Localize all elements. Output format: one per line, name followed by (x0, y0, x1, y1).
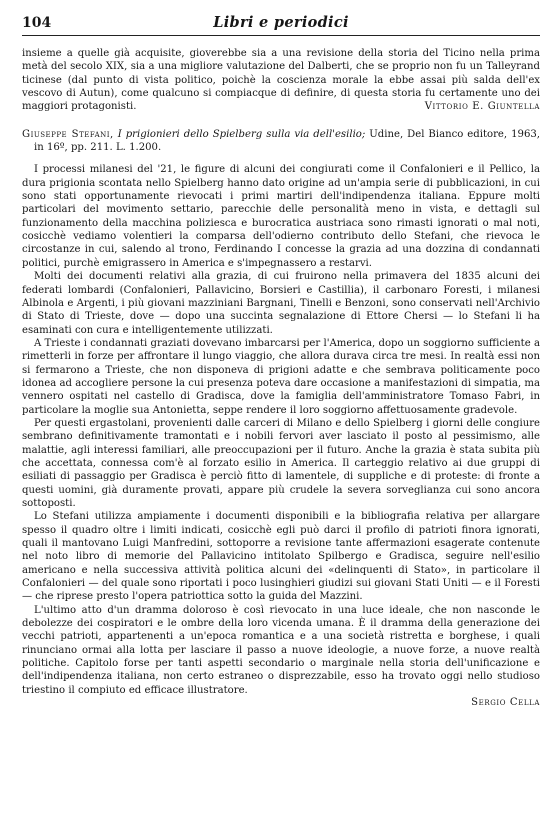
review2-paragraph: L'ultimo atto d'un dramma doloroso è così rievocato in una luce ideale, che non nasconde le debolezze dei cospiratori e le ombre della loro vicenda umana. È il dramma della generazione dei vecchi patrioti, appartenenti a un'epoca romantica e a una società ristretta e borghese, i quali rinunciano ormai alla lotta per lasciare il passo a nuove ideologie, a nuove forze, a nuove realtà politiche. Capitolo forse per tanti aspetti secondario o marginale nella storia dell'unificazione e dell'indipendenza italiana, non certo estraneo o disprezzabile, esso ha trovato oggi nello studioso triestino il compiuto ed efficace illustratore. (22, 604, 540, 696)
section-gap (22, 112, 540, 128)
review2-paragraph: Lo Stefani utilizza ampiamente i documenti disponibili e la bibliografia relativa per allargare spesso il quadro oltre i limiti indicati, cosicchè egli può darci il profilo di patrioti finora ignorati, quali il mantovano Luigi Manfredini, sottoporre a revisione tante affermazioni esagerate contenute nel noto libro di memorie del Pallavicino intitolato Spilbergo e Gradisca, seguire nell'esilio americano e nella successiva attività politica alcuni dei «delinquenti di Stato», in particolare il Confalonieri — del quale sono riportati i poco lusinghieri giudizi sui giovani Stati Uniti — e il Foresti — che riprese presto l'opera patriottica sotto la guida del Mazzini. (22, 511, 540, 603)
page-number: 104 (22, 15, 52, 31)
review2-paragraph: A Trieste i condannati graziati dovevano imbarcarsi per l'America, dopo un soggiorno sufficiente a rimetterli in forze per affrontare il lungo viaggio, che allora durava circa tre mesi. In realtà essi non si fermarono a Trieste, che non disponeva di prigioni adatte e che sembrava politicamente poco idonea ad accogliere persone la cui presenza poteva dare occasione a manifestazioni di simpatia, ma vennero ospitati nel castello di Gradisca, dove la famiglia dell'amministratore Tomaso Fabri, in particolare la moglie sua Antonietta, seppe rendere il loro soggiorno affettuosamente gradevole. (22, 337, 540, 416)
document-page (22, 14, 540, 708)
running-header (22, 14, 540, 36)
book-author: Giuseppe Stefani, (22, 128, 114, 140)
review1-signature: Vittorio E. Giuntella (424, 100, 540, 112)
book-title: I prigionieri dello Spielberg sulla via dell'esilio; (117, 128, 366, 140)
review2-paragraph: I processi milanesi del '21, le figure di alcuni dei congiurati come il Confalonieri e il Pellico, la dura prigionia scontata nello Spielberg hanno dato origine ad un'ampia serie di pubblicazioni, in cui sono stati opportunamente rievocati i primi martiri dell'indipendenza italiana. Eppure molti particolari del movimento settario, parecchie delle personalità meno in vista, e dettagli sul funzionamento della macchina poliziesca e burocratica austriaca sono rimasti ignorati o mal noti, cosicchè vediamo volentieri la comparsa dell'odierno contributo dello Stefani, che rievoca le circostanze in cui, salendo al trono, Ferdinando I concesse la grazia ad una dozzina di condannati politici, purchè emigrassero in America e s'impegnassero a restarvi. (22, 164, 540, 269)
book-reference (22, 128, 540, 155)
running-title: Libri e periodici (213, 14, 349, 31)
review2-signature: Sergio Cella (471, 697, 540, 709)
book-publication: Udine, Del Bianco editore, 1963, in 16º, pp. 211. L. 1.200. (34, 128, 540, 154)
review2-paragraph: Per questi ergastolani, provenienti dalle carceri di Milano e dello Spielberg i giorni delle congiure sembrano definitivamente tramontati e i nobili fervori aver lasciato il posto al pessimismo, alle malattie, agli interessi familiari, alle preoccupazioni per il futuro. Anche la grazia è stata subita più che accettata, connessa com'è al forzato esilio in America. Il carteggio relativo ai due gruppi di esiliati di passaggio per Gradisca è perciò fitto di lamentele, di suppliche e di proteste: di fronte a questi uomini, già duramente provati, appare più crudele la severa sorveglianza cui sono ancora sottoposti. (22, 417, 540, 509)
review2-paragraph: Molti dei documenti relativi alla grazia, di cui fruirono nella primavera del 1835 alcuni dei federati lombardi (Confalonieri, Pallavicino, Borsieri e Castillia), il carbonaro Foresti, i milanesi Albinola e Argenti, i più giovani mazziniani Bargnani, Tinelli e Benzoni, sono conservati nell'Archivio di Stato di Trieste, dove — dopo una succinta segnalazione di Ettore Chersi — lo Stefani li ha esaminati con cura e intelligentemente utilizzati. (22, 271, 540, 336)
review1-closing-paragraph: insieme a quelle già acquisite, gioverebbe sia a una revisione della storia del Ticino nella prima metà del secolo XIX, sia a una migliore valutazione del Dalberti, che se proprio non fu un Talleyrand ticinese (dal punto di vista politico, poichè la coscienza morale la ebbe assai più salda dell'ex vescovo di Autun), come qualcuno si compiacque di definire, di questa storia fu certamente uno dei maggiori protagonisti. (22, 48, 540, 113)
